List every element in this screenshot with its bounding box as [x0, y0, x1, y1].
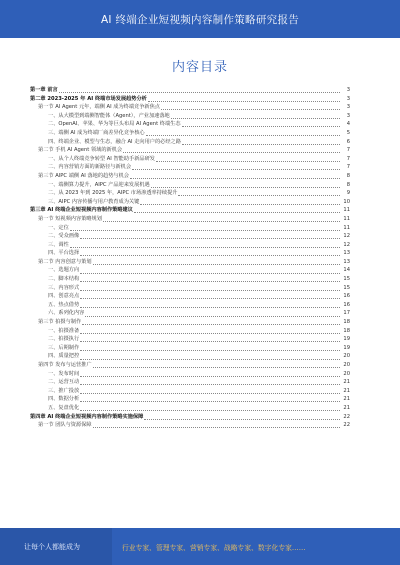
toc-entry-text: 四、创意亮点: [48, 293, 80, 300]
toc-entry-text: 一、发布时间: [48, 370, 80, 377]
toc-entry-text: 一、拍摄准备: [48, 327, 80, 334]
toc-item-row[interactable]: [30, 335, 350, 344]
toc-item-row[interactable]: [30, 352, 350, 361]
toc-page-number: 3: [346, 95, 350, 102]
toc-item-row[interactable]: [30, 138, 350, 147]
toc-chapter-row[interactable]: [30, 206, 350, 215]
dot-leader: [93, 427, 340, 428]
toc-item-row[interactable]: [30, 112, 350, 121]
toc-entry-text: 四、终端企业、模型与生态，融合 AI 走向用户的必经之路: [48, 138, 181, 145]
dot-leader: [80, 350, 340, 351]
toc-entry-text: 三、后期制作: [48, 344, 80, 351]
toc-entry-text: 四、平台选择: [48, 250, 80, 257]
dot-leader: [80, 393, 340, 394]
dot-leader: [80, 359, 340, 360]
toc-entry-text: 一、定位: [48, 224, 69, 231]
toc-entry-text: 四、数据分析: [48, 396, 80, 403]
page-footer: [0, 528, 400, 565]
dot-leader: [80, 255, 340, 256]
dot-leader: [161, 109, 340, 110]
dot-leader: [134, 212, 340, 213]
toc-item-row[interactable]: [30, 301, 350, 310]
toc-item-row[interactable]: [30, 284, 350, 293]
dot-leader: [144, 419, 340, 420]
report-title: AI 终端企业短视频内容制作策略研究报告: [100, 14, 300, 26]
toc-entry-text: 二、脚本结构: [48, 276, 80, 283]
toc-item-row[interactable]: [30, 395, 350, 404]
dot-leader: [80, 298, 340, 299]
toc-entry-text: 三、推广投放: [48, 387, 80, 394]
toc-item-row[interactable]: [30, 224, 350, 233]
toc-item-row[interactable]: [30, 327, 350, 336]
toc-page-number: 12: [343, 233, 350, 240]
dot-leader: [140, 204, 340, 205]
toc-page-number: 16: [343, 293, 350, 300]
footer-slogan: 让每个人都能成为: [24, 543, 80, 551]
footer-left-block: [0, 528, 112, 565]
dot-leader: [80, 401, 340, 402]
toc-page-number: 12: [343, 241, 350, 248]
toc-page-number: 22: [343, 422, 350, 429]
toc-page-number: 3: [346, 112, 350, 119]
dot-leader: [80, 333, 340, 334]
toc-page-number: 4: [346, 121, 350, 128]
toc-page-number: 18: [343, 319, 350, 326]
toc-page-number: 11: [343, 215, 350, 222]
dot-leader: [146, 135, 340, 136]
toc-page-number: 9: [346, 190, 350, 197]
toc-item-row[interactable]: [30, 309, 350, 318]
toc-entry-text: 一、选题方向: [48, 267, 80, 274]
toc-chapter-row[interactable]: [30, 86, 350, 95]
toc-entry-text: 二、从 2023 年到 2025 年，AIPC 市场渗透率持续提升: [48, 190, 178, 197]
dot-leader: [85, 316, 340, 317]
toc-section-row[interactable]: [30, 103, 350, 112]
toc-page-number: 21: [343, 379, 350, 386]
toc-section-row[interactable]: [30, 258, 350, 267]
toc-item-row[interactable]: [30, 344, 350, 353]
toc-page-number: 3: [346, 104, 350, 111]
toc-entry-text: 第二节 内容创意与策划: [38, 258, 92, 265]
toc-entry-text: 二、OpenAI、苹果、华为等巨头布局 AI Agent 终端生态: [48, 121, 181, 128]
toc-entry-text: 一、从大模型到端侧智能体（Agent），产业加速落地: [48, 112, 170, 119]
toc-page-number: 13: [343, 258, 350, 265]
toc-section-row[interactable]: [30, 146, 350, 155]
toc-item-row[interactable]: [30, 387, 350, 396]
toc-entry-text: 第四章 AI 终端企业短视频内容制作策略实施保障: [30, 413, 144, 420]
dot-leader: [70, 230, 340, 231]
toc-page-number: 7: [346, 147, 350, 154]
toc-page-number: 11: [343, 207, 350, 214]
toc-page-number: 20: [343, 353, 350, 360]
toc-item-row[interactable]: [30, 241, 350, 250]
toc-entry-text: 五、复盘优化: [48, 404, 80, 411]
toc-page-number: 7: [346, 164, 350, 171]
dot-leader: [80, 341, 340, 342]
page-header: [0, 0, 400, 38]
toc-item-row[interactable]: [30, 292, 350, 301]
dot-leader: [130, 178, 340, 179]
toc-item-row[interactable]: [30, 249, 350, 258]
dot-leader: [82, 324, 340, 325]
dot-leader: [80, 290, 340, 291]
dot-leader: [171, 118, 340, 119]
dot-leader: [80, 384, 340, 385]
toc-item-row[interactable]: [30, 155, 350, 164]
toc-item-row[interactable]: [30, 370, 350, 379]
toc-entry-text: 二、受众画像: [48, 233, 80, 240]
toc-chapter-row[interactable]: [30, 413, 350, 422]
dot-leader: [148, 101, 340, 102]
toc-entry-text: 第一章 前言: [30, 87, 58, 93]
toc-entry-text: 一、端侧算力提升，AIPC 产品迎来发展机遇: [48, 181, 150, 188]
toc-entry-text: 一、从个人终端竞争转型 AI 智能助手新品研发: [48, 155, 155, 162]
toc-item-row[interactable]: [30, 378, 350, 387]
toc-item-row[interactable]: [30, 198, 350, 207]
toc-entry-text: 第三章 AI 终端企业短视频内容制作策略建议: [30, 207, 133, 214]
toc-item-row[interactable]: [30, 266, 350, 275]
toc-entry-text: 五、热点借势: [48, 301, 80, 308]
toc-page-number: 16: [343, 301, 350, 308]
dot-leader: [80, 376, 340, 377]
toc-page-number: 15: [343, 284, 350, 291]
toc-entry-text: 第四节 发布与运营推广: [38, 362, 92, 368]
toc-item-row[interactable]: [30, 232, 350, 241]
dot-leader: [59, 92, 340, 93]
toc-entry-text: 第一节 团队与资源保障: [38, 422, 92, 429]
toc-entry-text: 三、端侧 AI 成为终端厂商差异化竞争核心: [48, 129, 145, 136]
toc-section-row[interactable]: [30, 172, 350, 181]
toc-page-number: 3: [346, 87, 350, 93]
toc-item-row[interactable]: [30, 129, 350, 138]
dot-leader: [103, 221, 340, 222]
dot-leader: [156, 161, 340, 162]
toc-page-number: 20: [343, 370, 350, 377]
dot-leader: [80, 238, 340, 239]
toc-page-number: 10: [343, 198, 350, 205]
dot-leader: [132, 169, 340, 170]
dot-leader: [93, 367, 340, 368]
toc-page-number: 19: [343, 336, 350, 343]
toc-page-number: 7: [346, 155, 350, 162]
toc-page-number: 13: [343, 250, 350, 257]
toc-page-number: 18: [343, 327, 350, 334]
toc-page-number: 8: [346, 181, 350, 188]
dot-leader: [182, 126, 340, 127]
toc-entry-text: 二、内容营销方面的新路径与新机会: [48, 164, 132, 171]
toc-item-row[interactable]: [30, 120, 350, 129]
toc-item-row[interactable]: [30, 404, 350, 413]
toc-page-number: 21: [343, 387, 350, 394]
toc-entry-text: 三、调性: [48, 241, 69, 248]
toc-entry-text: 三、AIPC 内容传播与用户教育成为关键: [48, 198, 140, 205]
toc-entry-text: 四、质量把控: [48, 353, 80, 360]
dot-leader: [123, 152, 340, 153]
toc-page-number: 8: [346, 172, 350, 179]
toc-page-number: 15: [343, 276, 350, 283]
dot-leader: [178, 195, 340, 196]
toc-item-row[interactable]: [30, 275, 350, 284]
toc-section-row[interactable]: [30, 215, 350, 224]
toc-item-row[interactable]: [30, 189, 350, 198]
footer-tagline: 行业专家、管理专家、营销专家、战略专家、数字化专家……: [122, 544, 306, 552]
toc-entry-text: 第一节 短视频内容策略规划: [38, 215, 102, 222]
toc-item-row[interactable]: [30, 181, 350, 190]
toc-entry-text: 第二节 手机 AI Agent 领域的新机会: [38, 147, 123, 154]
dot-leader: [80, 273, 340, 274]
toc-page-number: 5: [346, 129, 350, 136]
toc-entry-text: 六、系列化内容: [48, 310, 85, 317]
dot-leader: [80, 281, 340, 282]
table-of-contents: [30, 86, 350, 430]
toc-section-row[interactable]: [30, 361, 350, 370]
toc-entry-text: 二、拍摄执行: [48, 336, 80, 343]
toc-page-number: 11: [343, 224, 350, 231]
toc-entry-text: 第一节 AI Agent 元年，端侧 AI 成为终端竞争新焦点: [38, 104, 160, 111]
dot-leader: [80, 410, 340, 411]
toc-entry-text: 第三节 AIPC 端侧 AI 落地的趋势与机会: [38, 172, 129, 179]
toc-entry-text: 二、运营互动: [48, 379, 80, 386]
dot-leader: [182, 144, 340, 145]
toc-page-number: 20: [343, 362, 350, 368]
toc-section-row[interactable]: [30, 421, 350, 430]
toc-entry-text: 第三节 拍摄与制作: [38, 319, 82, 326]
dot-leader: [151, 187, 340, 188]
toc-item-row[interactable]: [30, 163, 350, 172]
toc-page-number: 6: [346, 138, 350, 145]
dot-leader: [70, 247, 340, 248]
dot-leader: [93, 264, 340, 265]
toc-entry-text: 第二章 2023-2025 年 AI 终端市场发展趋势分析: [30, 95, 147, 102]
toc-page-number: 22: [343, 413, 350, 420]
toc-page-number: 21: [343, 396, 350, 403]
toc-section-row[interactable]: [30, 318, 350, 327]
toc-page-number: 17: [343, 310, 350, 317]
toc-entry-text: 三、内容形式: [48, 284, 80, 291]
toc-chapter-row[interactable]: [30, 95, 350, 104]
toc-page-number: 14: [343, 267, 350, 274]
toc-heading: 内容目录: [171, 60, 228, 75]
toc-page-number: 19: [343, 344, 350, 351]
toc-page-number: 21: [343, 404, 350, 411]
dot-leader: [80, 307, 340, 308]
